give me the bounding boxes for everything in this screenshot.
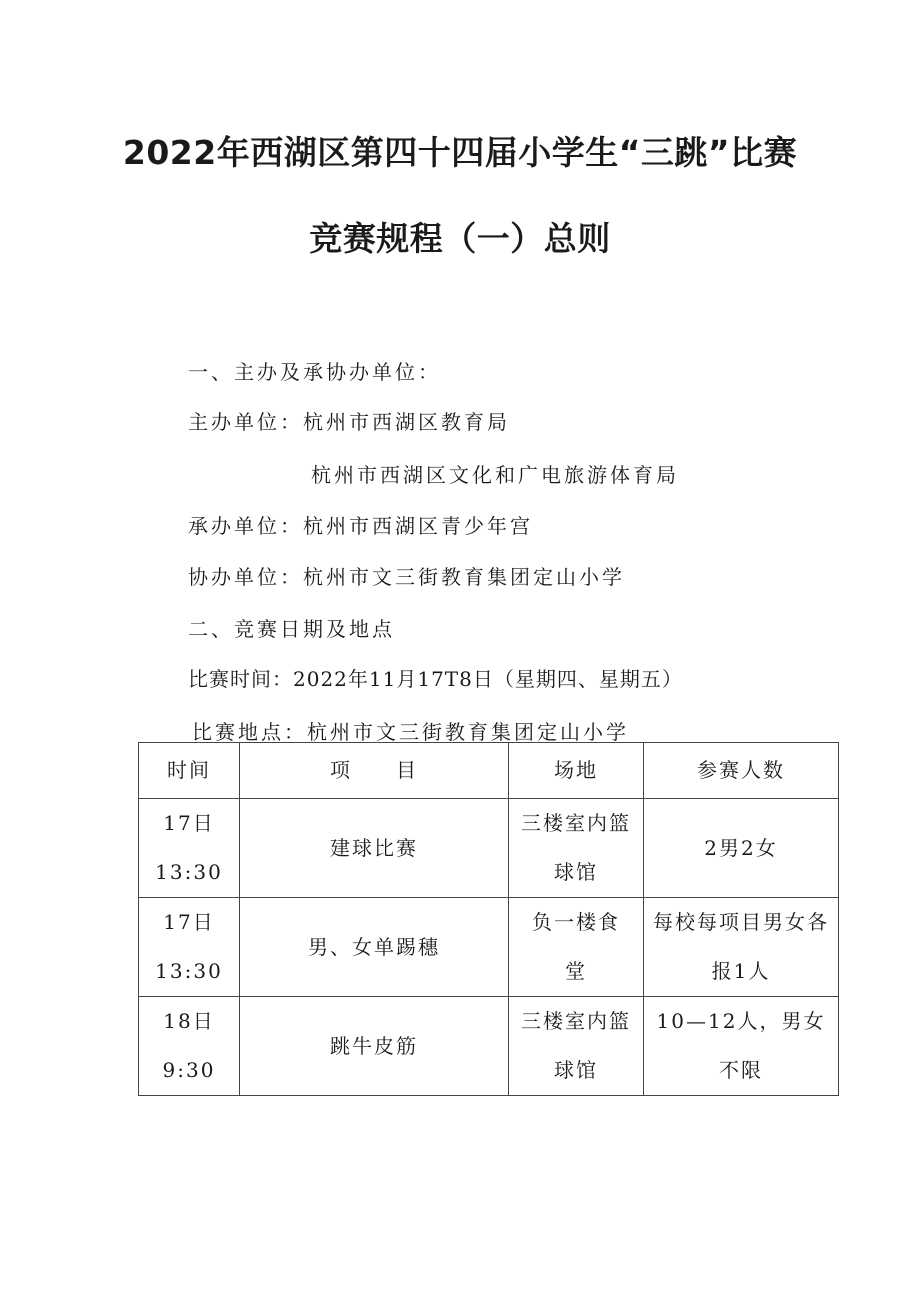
cell-time-text: 18日 9:30 [162,1009,216,1082]
header-participants: 参赛人数 [644,743,839,799]
document-subtitle: 竞赛规程（一）总则 [309,219,611,258]
cell-place [509,898,644,997]
cell-place-text: 负一楼食 堂 [532,910,620,983]
cell-participants [644,997,839,1096]
organizer-line-continued: 杭州市西湖区文化和广电旅游体育局 [311,463,679,487]
table-row [139,997,839,1096]
organizer-line: 主办单位：杭州市西湖区教育局 [188,410,510,434]
competition-venue: 比赛地点：杭州市文三街教育集团定山小学 [192,720,629,744]
cell-time [139,997,240,1096]
co-organizer-line: 协办单位：杭州市文三街教育集团定山小学 [188,565,625,589]
competition-date: 比赛时间：2022年11月17T8日（星期四、星期五） [188,667,683,691]
section-heading-organizers: 一、主办及承协办单位： [188,360,441,384]
cell-time-text: 17日 13:30 [155,910,223,983]
cell-event: 建球比赛 [240,799,509,898]
header-event: 项 目 [240,743,509,799]
cell-event: 男、女单踢穗 [240,898,509,997]
cell-time [139,898,240,997]
cell-time [139,799,240,898]
header-place: 场地 [509,743,644,799]
cell-event: 跳牛皮筋 [240,997,509,1096]
table-row [139,898,839,997]
cell-participants-text: 10—12人，男女 不限 [656,1009,826,1082]
table-header-row [139,743,839,799]
cell-place [509,799,644,898]
cell-place-text: 三楼室内篮 球馆 [521,1009,631,1082]
cell-time-text: 17日 13:30 [155,811,223,884]
document-title: 2022年西湖区第四十四届小学生“三跳”比赛 [122,133,798,172]
cell-place-text: 三楼室内篮 球馆 [521,811,631,884]
table-row [139,799,839,898]
schedule-table [138,742,839,1096]
header-time: 时间 [139,743,240,799]
cell-participants-text: 每校每项目男女各 报1人 [653,910,829,983]
cell-place [509,997,644,1096]
undertaker-line: 承办单位：杭州市西湖区青少年宫 [188,514,533,538]
cell-participants: 2男2女 [644,799,839,898]
section-heading-date-venue: 二、竞赛日期及地点 [188,617,395,641]
cell-participants [644,898,839,997]
